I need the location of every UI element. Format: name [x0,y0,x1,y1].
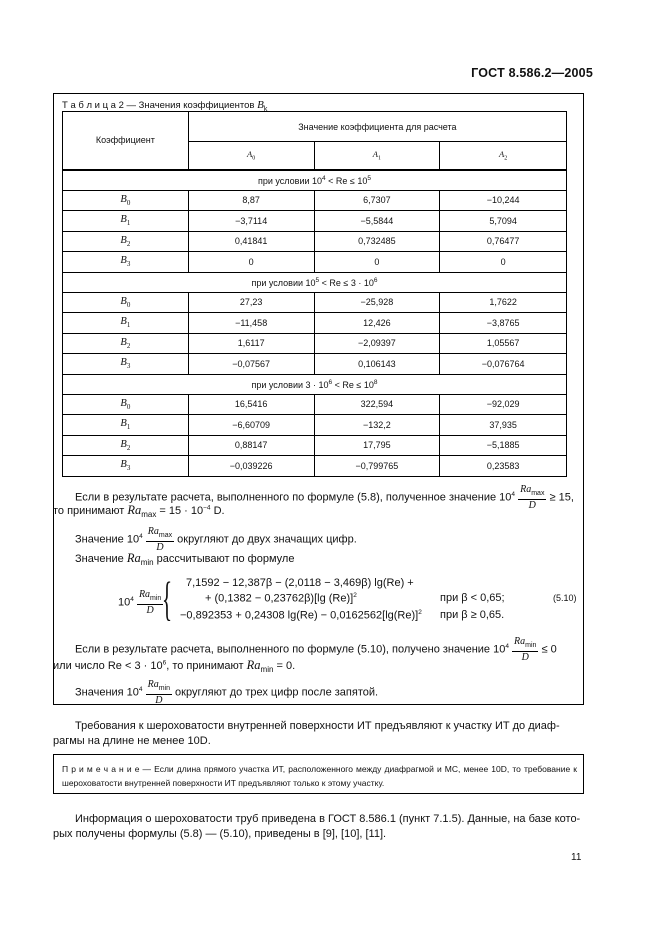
value-cell: 16,5416 [188,394,314,415]
table-row [63,211,567,232]
coef-cell: $B_0$ [63,394,189,415]
value-cell: 1,05567 [440,333,567,354]
formula-lhs: $10^4$ $\frac{Ra_{min}}{D}$ [118,589,162,616]
coef-cell: $B_3$ [63,456,189,477]
condition-row-0: при условии $10^4 < Re \le 10^5$ [63,170,567,191]
value-cell: 322,594 [314,394,440,415]
value-cell: 6,7307 [314,190,440,211]
value-cell: 0 [314,252,440,273]
coefficients-table [62,111,567,477]
value-cell: 37,935 [440,415,567,436]
coef-column-header: Коэффициент [63,112,189,170]
paragraph-9a: Информация о шероховатости труб приведена в ГОСТ 8.586.1 (пункт 7.1.5). Данные, на базе кото- [75,813,581,825]
coef-cell: $B_0$ [63,190,189,211]
page-number: 11 [571,852,582,863]
value-cell: 1,7622 [440,292,567,313]
paragraph-6: или число $Re < 3 \cdot 10^6$, то принимают $Ra_{min} = 0$. [53,658,296,674]
value-cell: −0,799765 [314,456,440,477]
value-cell: 27,23 [188,292,314,313]
value-cell: 0,23583 [440,456,567,477]
value-cell: 0,76477 [440,231,567,252]
value-cell: −3,8765 [440,313,567,334]
ra-max-over-d: $\frac{Ra_{max}}{D}$ [520,484,545,511]
value-cell: −5,1885 [440,435,567,456]
value-cell: −132,2 [314,415,440,436]
coef-cell: $B_1$ [63,211,189,232]
value-cell: −11,458 [188,313,314,334]
value-cell: 0,41841 [188,231,314,252]
paragraph-2: то принимают $Ra_{max} = 15 \cdot 10^{-4}$ D. [53,503,225,519]
table-row [63,292,567,313]
value-cell: −92,029 [440,394,567,415]
value-cell: −25,928 [314,292,440,313]
table-row [63,435,567,456]
value-cell: 12,426 [314,313,440,334]
formula-line-3: −0,892353 + 0,24308 $\lg(Re) - 0,0162562[\lg(Re)]^2$ [180,609,422,622]
value-cell: 0,106143 [314,354,440,375]
brace: { [162,573,173,626]
paragraph-4: Значение $Ra_{min}$ рассчитывают по формуле [75,551,295,567]
value-cell: 17,795 [314,435,440,456]
value-column-header: Значение коэффициента для расчета [188,112,566,142]
table-row [63,313,567,334]
condition-row-2: при условии $3 \cdot 10^6 < Re \le 10^8$ [63,374,567,394]
value-cell: −10,244 [440,190,567,211]
paragraph-8a: Требования к шероховатости внутренней поверхности ИТ предъявляют к участку ИТ до диаф- [75,720,560,732]
coef-cell: $B_2$ [63,435,189,456]
value-cell: 0,732485 [314,231,440,252]
value-cell: 0 [440,252,567,273]
value-cell: −6,60709 [188,415,314,436]
value-cell: 8,87 [188,190,314,211]
value-cell: −0,039226 [188,456,314,477]
a-header-0: $A_0$ [188,142,314,170]
paragraph-8b: рагмы на длине не менее 10D. [53,735,211,747]
formula-line-1: 7,1592 − 12,387β − (2,0118 − 3,469β) lg(Re) + [186,577,414,589]
a-header-2: $A_2$ [440,142,567,170]
value-cell: 0 [188,252,314,273]
a-header-1: $A_1$ [314,142,440,170]
formula-line-2: + (0,1382 − 0,23762β)[lg (Re)]$^2$ [205,592,357,605]
paragraph-5: Если в результате расчета, выполненного по формуле (5.10), получено значение $10^4$ $\frac{Ra_{min}}{D}$ ≤ 0 [75,636,557,663]
table-caption: Т а б л и ц а 2 — Значения коэффициентов $B_k$ [62,99,268,113]
paragraph-1: Если в результате расчета, выполненного по формуле (5.8), полученное значение $10^4$ $\frac{Ra_{max}}{D}$ ≥ 15, [75,484,574,511]
table-row [63,456,567,477]
formula-cond-2: при β ≥ 0,65. [440,609,505,621]
value-cell: −3,7114 [188,211,314,232]
paragraph-9b: рых получены формулы (5.8) — (5.10), приведены в [9], [10], [11]. [53,828,387,840]
table-row [63,252,567,273]
coef-cell: $B_1$ [63,313,189,334]
table-row [63,231,567,252]
formula-cond-1: при β < 0,65; [440,592,505,604]
note-text: П р и м е ч а н и е — Если длина прямого участка ИТ, расположенного между диафрагмой и МС, менее 10D, то требование к шероховатости внутренней поверхности ИТ предъявляют только к этому участку. [62,764,577,788]
value-cell: 0,88147 [188,435,314,456]
value-cell: 1,6117 [188,333,314,354]
value-cell: 5,7094 [440,211,567,232]
value-cell: −0,076764 [440,354,567,375]
value-cell: −2,09397 [314,333,440,354]
paragraph-7: Значения $10^4$ $\frac{Ra_{min}}{D}$ округляют до трех цифр после запятой. [75,679,379,706]
table-row [63,354,567,375]
equation-number: (5.10) [553,593,577,603]
coef-cell: $B_2$ [63,333,189,354]
paragraph-3: Значение $10^4$ $\frac{Ra_{max}}{D}$ округляют до двух значащих цифр. [75,526,357,553]
coef-cell: $B_1$ [63,415,189,436]
table-row [63,415,567,436]
condition-row-1: при условии $10^5 < Re \le 3 \cdot 10^6$ [63,272,567,292]
value-cell: −5,5844 [314,211,440,232]
table-row [63,333,567,354]
table-row [63,394,567,415]
coef-cell: $B_2$ [63,231,189,252]
coef-cell: $B_3$ [63,354,189,375]
value-cell: −0,07567 [188,354,314,375]
coef-cell: $B_0$ [63,292,189,313]
document-header: ГОСТ 8.586.2—2005 [471,66,593,80]
table-row [63,190,567,211]
coef-cell: $B_3$ [63,252,189,273]
